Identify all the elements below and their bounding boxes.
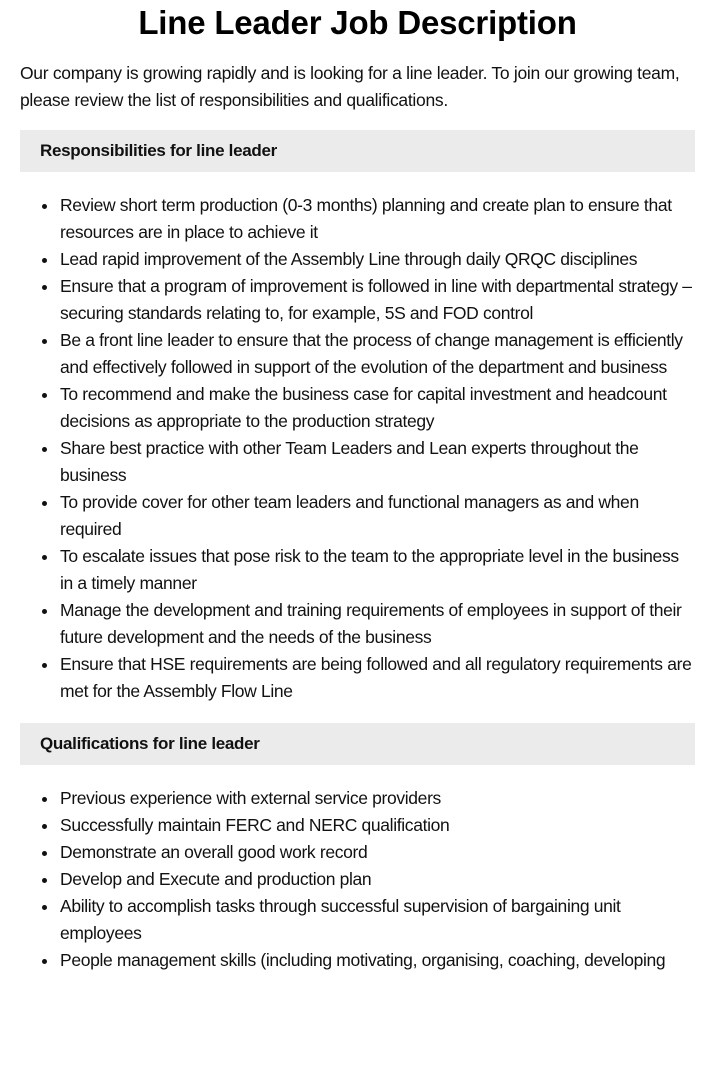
responsibility-item: Review short term production (0-3 months) planning and create plan to ensure that resources are in place to achieve it [60,192,695,246]
qualification-item: Ability to accomplish tasks through successful supervision of bargaining unit employees [60,893,695,947]
responsibility-item: Ensure that a program of improvement is followed in line with departmental strategy – securing standards relating to, for example, 5S and FOD control [60,273,695,327]
qualifications-list [20,785,695,974]
qualification-item: Previous experience with external service providers [60,785,695,812]
intro-paragraph: Our company is growing rapidly and is looking for a line leader. To join our growing team, please review the list of responsibilities and qualifications. [20,63,680,110]
qualification-item: People management skills (including motivating, organising, coaching, developing [60,947,695,974]
responsibility-item: Ensure that HSE requirements are being followed and all regulatory requirements are met for the Assembly Flow Line [60,651,695,705]
responsibilities-list [20,192,695,705]
qualification-item: Develop and Execute and production plan [60,866,695,893]
responsibility-item: Share best practice with other Team Leaders and Lean experts throughout the business [60,435,695,489]
qualification-item: Successfully maintain FERC and NERC qualification [60,812,695,839]
responsibility-item: Be a front line leader to ensure that the process of change management is efficiently and effectively followed in support of the evolution of the department and business [60,327,695,381]
qualification-item: Demonstrate an overall good work record [60,839,695,866]
responsibility-item: To recommend and make the business case for capital investment and headcount decisions as appropriate to the production strategy [60,381,695,435]
page-title: Line Leader Job Description [138,4,577,41]
responsibility-item: Lead rapid improvement of the Assembly Line through daily QRQC disciplines [60,246,695,273]
qualifications-heading: Qualifications for line leader [20,723,695,765]
responsibility-item: Manage the development and training requirements of employees in support of their future development and the needs of the business [60,597,695,651]
responsibility-item: To provide cover for other team leaders and functional managers as and when required [60,489,695,543]
responsibilities-heading: Responsibilities for line leader [20,130,695,172]
responsibility-item: To escalate issues that pose risk to the team to the appropriate level in the business in a timely manner [60,543,695,597]
